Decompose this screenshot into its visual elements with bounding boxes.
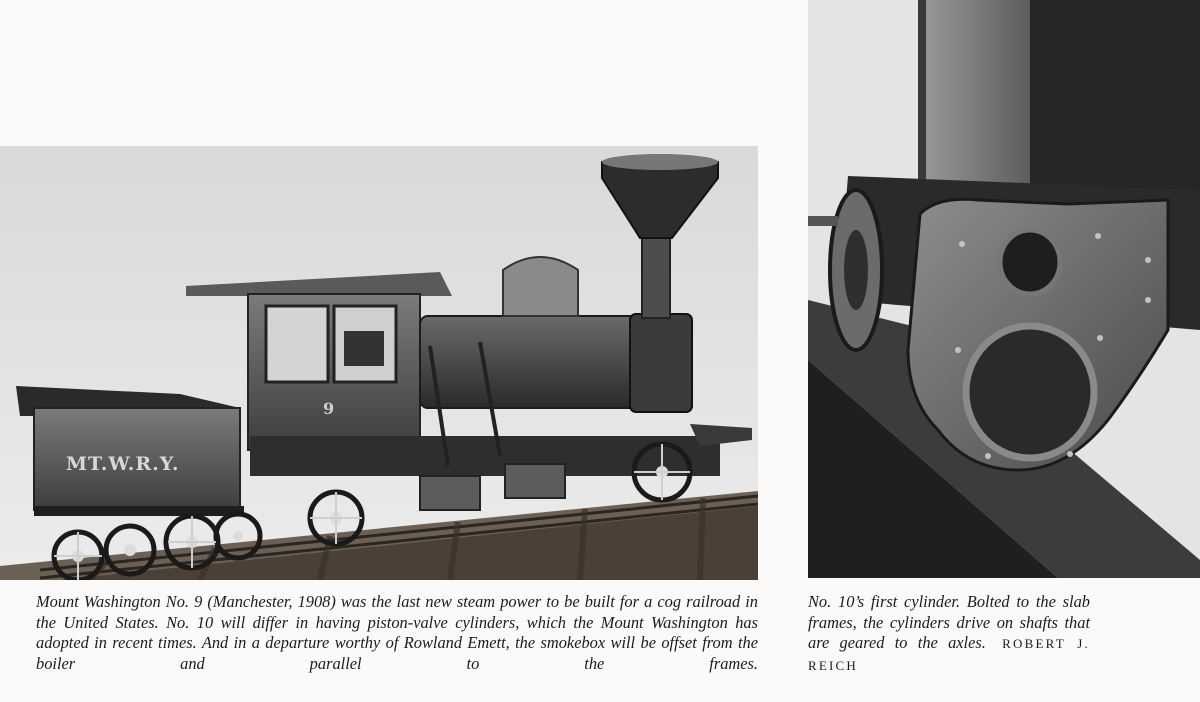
- cylinder-caption: [808, 592, 1090, 676]
- locomotive-caption: Mount Washington No. 9 (Manchester, 1908) was the last new steam power to be built for a cog railroad in the United States. No. 10 will differ in having piston-valve cylinders, which the Mount Washington has adopted in recent times. And in a departure worthy of Rowland Emett, the smokebox will be offset from the boiler and parallel to the frames.: [36, 592, 758, 673]
- locomotive-photo: [0, 146, 758, 580]
- steam-locomotive-photo-icon: [0, 146, 758, 580]
- cylinder-casting-photo-icon: [808, 0, 1200, 578]
- cylinder-photo: [808, 0, 1200, 578]
- photo-credit: ROBERT J. REICH: [808, 636, 1090, 673]
- cylinder-caption-text: No. 10’s first cylinder. Bolted to the slab frames, the cylinders drive on shafts that are geared to the axles.: [808, 592, 1090, 653]
- tender-lettering: MT.W.R.Y.: [66, 453, 180, 475]
- cab-number: 9: [323, 399, 335, 418]
